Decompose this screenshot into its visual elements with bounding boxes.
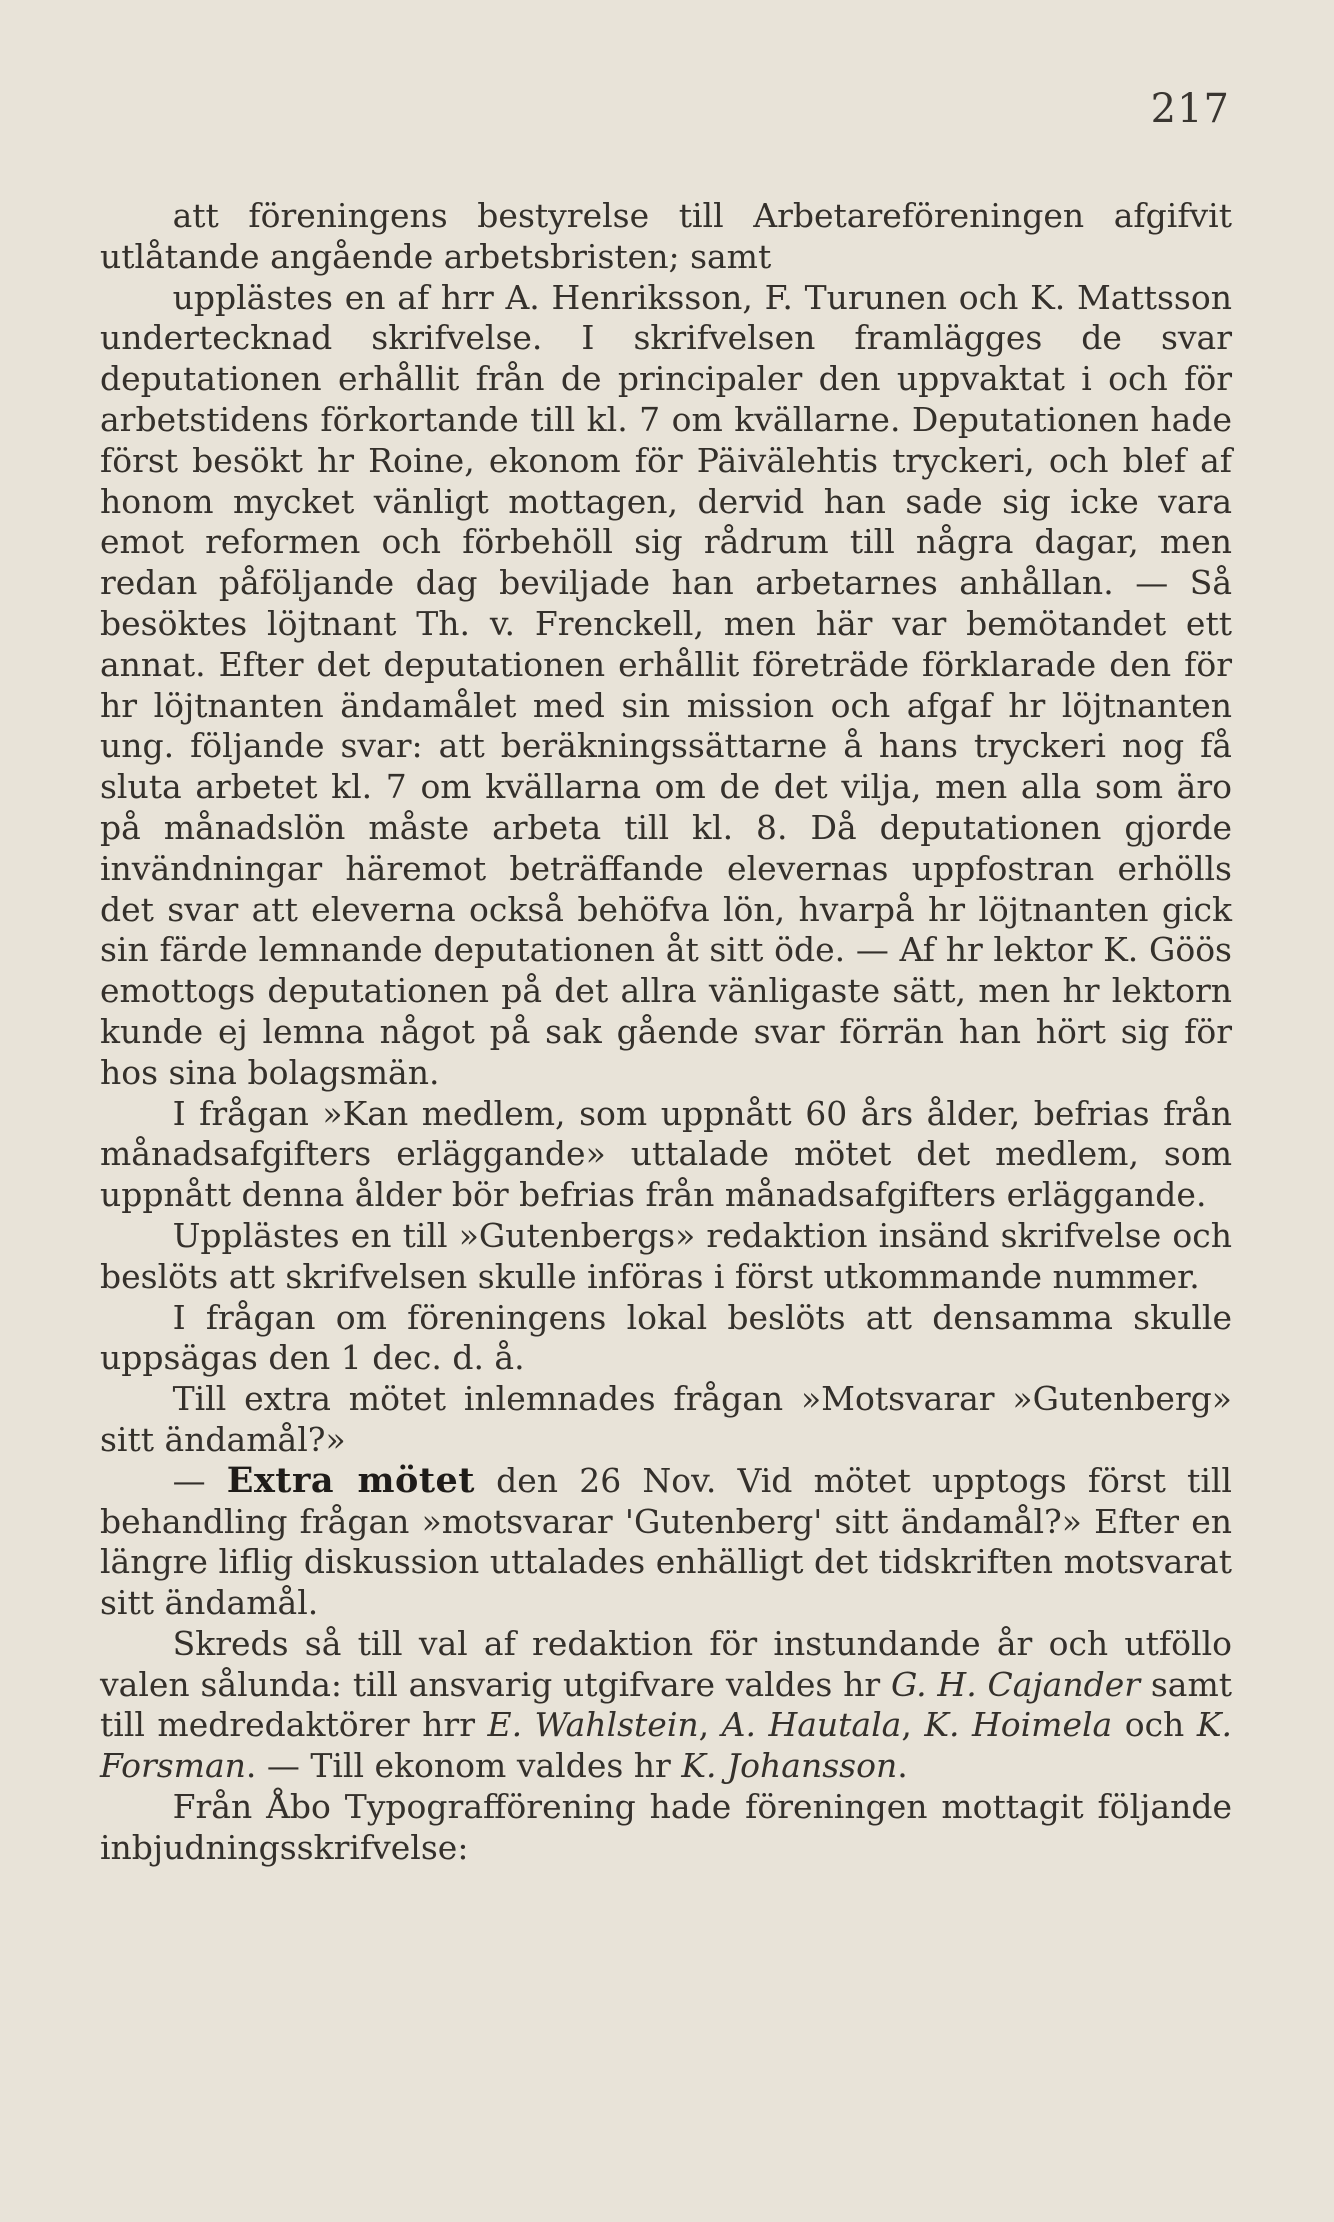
paragraph-1: att föreningens bestyrelse till Arbetareföreningen afgifvit utlåtande angående arbetsbristen; samt: [100, 196, 1232, 276]
separator: ,: [698, 1705, 710, 1745]
extra-meeting-heading: Extra mötet: [226, 1459, 475, 1501]
person-name: K. Forsman: [100, 1705, 1232, 1786]
election-text-3: och: [1124, 1705, 1185, 1745]
body-text: [100, 196, 1232, 1869]
paragraph-4: Upplästes en till »Gutenbergs» redaktion insänd skrifvelse och beslöts att skrifvelsen skulle införas i först utkommande nummer.: [100, 1215, 1232, 1296]
em-dash: —: [172, 1460, 206, 1500]
election-text-2: samt till medredaktörer hrr: [100, 1664, 1232, 1745]
page-number: 217: [1150, 86, 1230, 132]
paragraph-3: I frågan »Kan medlem, som uppnått 60 års ålder, befrias från månadsafgifters erläggande» uttalade mötet det medlem, som uppnått denna ålder bör befrias från månadsafgifters erläggande.: [100, 1093, 1232, 1215]
closing-paragraph: Från Åbo Typografförening hade föreningen mottagit följande inbjudningsskrifvelse:: [100, 1787, 1232, 1867]
election-text-5: .: [897, 1746, 908, 1786]
election-text-4: . — Till ekonom valdes hr: [245, 1746, 671, 1786]
extra-meeting-text: den 26 Nov. Vid mötet upptogs först till behandling frågan »motsvarar 'Gutenberg' sitt ändamål?» Efter en längre liflig diskussion uttalades enhälligt det tidskriften motsvarat sitt ändamål.: [100, 1460, 1232, 1623]
person-name: K. Hoimela: [924, 1705, 1113, 1745]
person-name: E. Wahlstein: [487, 1705, 699, 1745]
election-paragraph: [100, 1624, 1232, 1787]
paragraph-6: Till extra mötet inlemnades frågan »Motsvarar »Gutenberg» sitt ändamål?»: [100, 1379, 1232, 1459]
election-text-1: Skreds så till val af redaktion för instundande år och utföllo valen sålunda: till ansvarig utgifvare valdes hr: [100, 1623, 1232, 1704]
extra-meeting-paragraph: [100, 1461, 1232, 1624]
paragraph-2: upplästes en af hrr A. Henriksson, F. Turunen och K. Mattsson undertecknad skrifvelse. I skrifvelsen framlägges de svar deputationen erhållit från de principaler den uppvaktat i och för arbetstidens förkortande till kl. 7 om kvällarne. Deputationen hade först besökt hr Roine, ekonom för Päivälehtis tryckeri, och blef af honom mycket vänligt mottagen, dervid han sade sig icke vara emot reformen och förbehöll sig rådrum till några dagar, men redan påföljande dag beviljade han arbetarnes anhållan. — Så besöktes löjtnant Th. v. Frenckell, men här var bemötandet ett annat. Efter det deputationen erhållit företräde förklarade den för hr löjtnanten ändamålet med sin mission och afgaf hr löjtnanten ung. följande svar: att beräkningssättarne å hans tryckeri nog få sluta arbetet kl. 7 om kvällarna om de det vilja, men alla som äro på månadslön måste arbeta till kl. 8. Då deputationen gjorde invändningar häremot beträffande elevernas uppfostran erhölls det svar att eleverna också behöfva lön, hvarpå hr löjtnanten gick sin färde lemnande deputationen åt sitt öde. — Af hr lektor K. Göös emottogs deputationen på det allra vänligaste sätt, men hr lektorn kunde ej lemna något på sak gående svar förrän han hört sig för hos sina bolagsmän.: [100, 277, 1232, 1092]
paragraph-5: I frågan om föreningens lokal beslöts att densamma skulle uppsägas den 1 dec. d. å.: [100, 1297, 1232, 1378]
person-name: K. Johansson: [681, 1746, 898, 1786]
separator: ,: [901, 1705, 912, 1745]
person-name: G. H. Cajander: [890, 1664, 1141, 1704]
person-name: A. Hautala: [721, 1705, 902, 1745]
